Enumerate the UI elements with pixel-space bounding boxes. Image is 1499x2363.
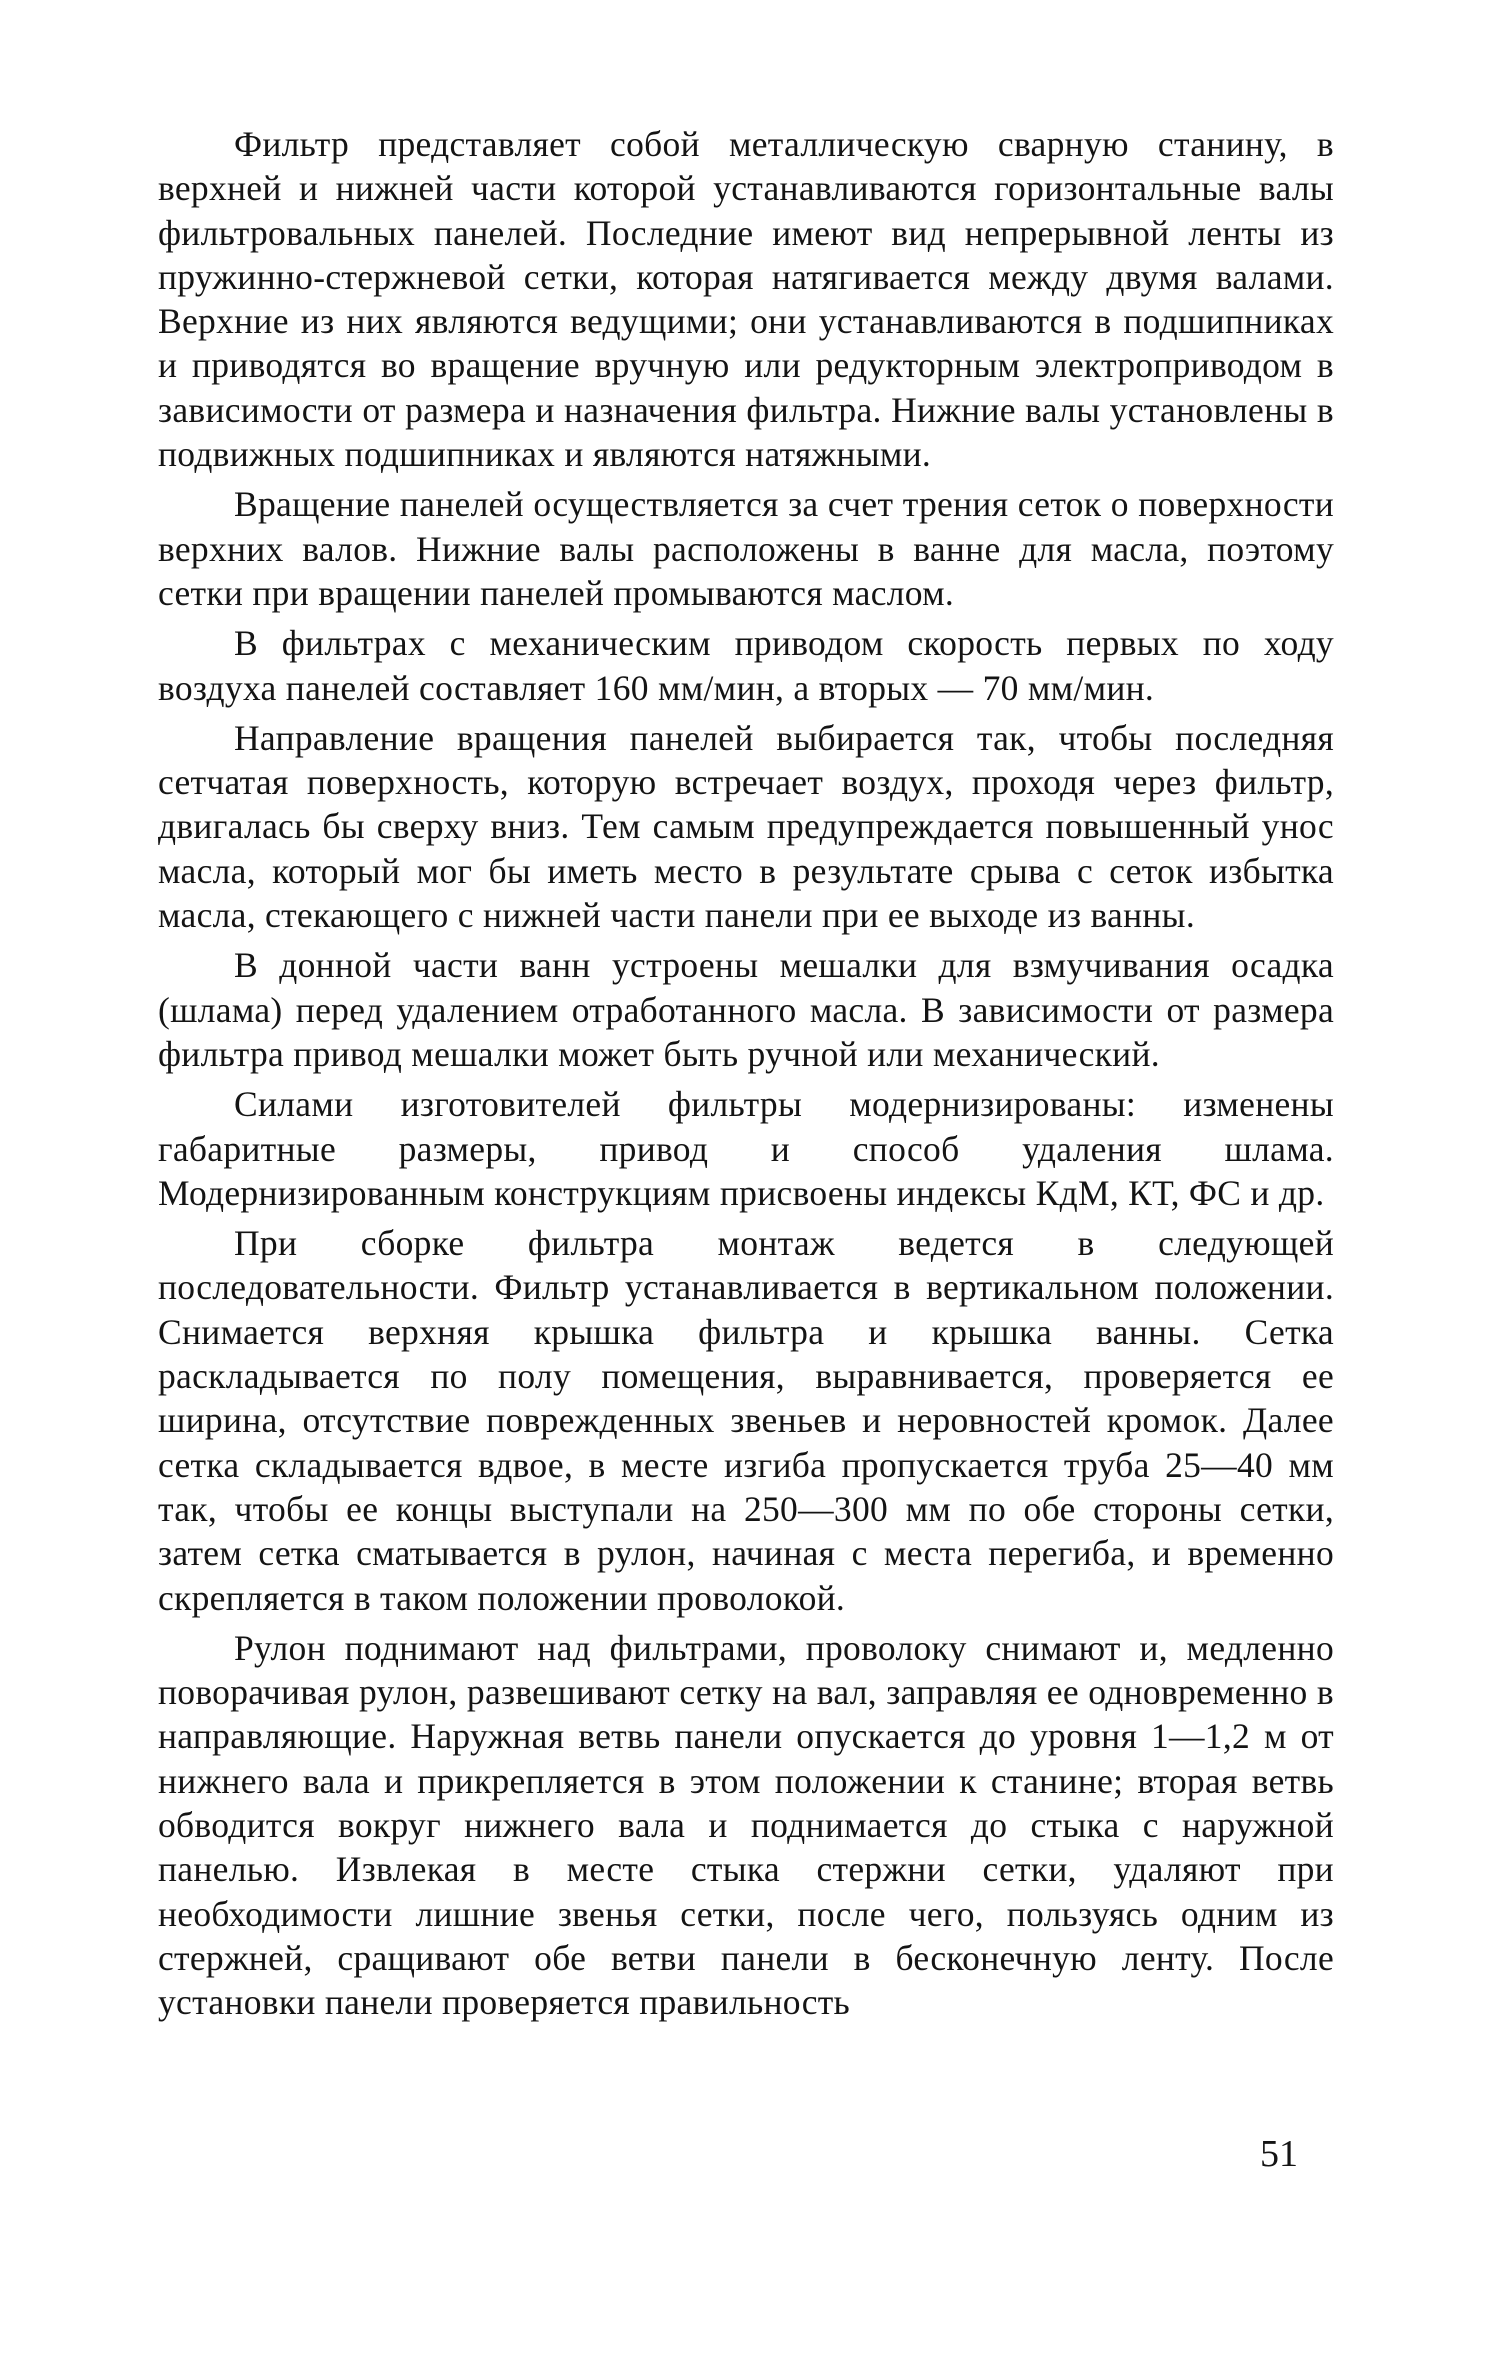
paragraph: В донной части ванн устроены мешалки для взмучивания осадка (шлама) перед удалением отработанного масла. В зависимости от размера фильтра привод мешалки может быть ручной или механический. (158, 945, 1334, 1074)
paragraph: Вращение панелей осуществляется за счет трения сеток о поверхности верхних валов. Нижние валы расположены в ванне для масла, поэтому сетки при вращении панелей промываются маслом. (158, 484, 1334, 613)
body-text (158, 122, 1334, 2030)
paragraph: Силами изготовителей фильтры модернизированы: изменены габаритные размеры, привод и способ удаления шлама. Модернизированным конструкциям присвоены индексы КдМ, КТ, ФС и др. (158, 1084, 1334, 1213)
paragraph: В фильтрах с механическим приводом скорость первых по ходу воздуха панелей составляет 160 мм/мин, а вторых — 70 мм/мин. (158, 623, 1334, 708)
paragraph: Направление вращения панелей выбирается так, чтобы последняя сетчатая поверхность, которую встречает воздух, проходя через фильтр, двигалась бы сверху вниз. Тем самым предупреждается повышенный унос масла, который мог бы иметь место в результате срыва с сеток избытка масла, стекающего с нижней части панели при ее выходе из ванны. (158, 717, 1334, 936)
paragraph: Фильтр представляет собой металлическую сварную станину, в верхней и нижней части которой устанавливаются горизонтальные валы фильтровальных панелей. Последние имеют вид непрерывной ленты из пружинно-стержневой сетки, которая натягивается между двумя валами. Верхние из них являются ведущими; они устанавливаются в подшипниках и приводятся во вращение вручную или редукторным электроприводом в зависимости от размера и назначения фильтра. Нижние валы установлены в подвижных подшипниках и являются натяжными. (158, 124, 1334, 475)
paragraph: При сборке фильтра монтаж ведется в следующей последовательности. Фильтр устанавливается в вертикальном положении. Снимается верхняя крышка фильтра и крышка ванны. Сетка раскладывается по полу помещения, выравнивается, проверяется ее ширина, отсутствие поврежденных звеньев и неровностей кромок. Далее сетка складывается вдвое, в месте изгиба пропускается труба 25—40 мм так, чтобы ее концы выступали на 250—300 мм по обе стороны сетки, затем сетка сматывается в рулон, начиная с места перегиба, и временно скрепляется в таком положении проволокой. (158, 1223, 1334, 1618)
page-number: 51 (1260, 2133, 1298, 2175)
paragraph: Рулон поднимают над фильтрами, проволоку снимают и, медленно поворачивая рулон, развешивают сетку на вал, заправляя ее одновременно в направляющие. Наружная ветвь панели опускается до уровня 1—1,2 м от нижнего вала и прикрепляется в этом положении к станине; вторая ветвь обводится вокруг нижнего вала и поднимается до стыка с наружной панелью. Извлекая в месте стыка стержни сетки, удаляют при необходимости лишние звенья сетки, после чего, пользуясь одним из стержней, сращивают обе ветви панели в бесконечную ленту. После установки панели проверяется правильность (158, 1627, 1334, 2023)
